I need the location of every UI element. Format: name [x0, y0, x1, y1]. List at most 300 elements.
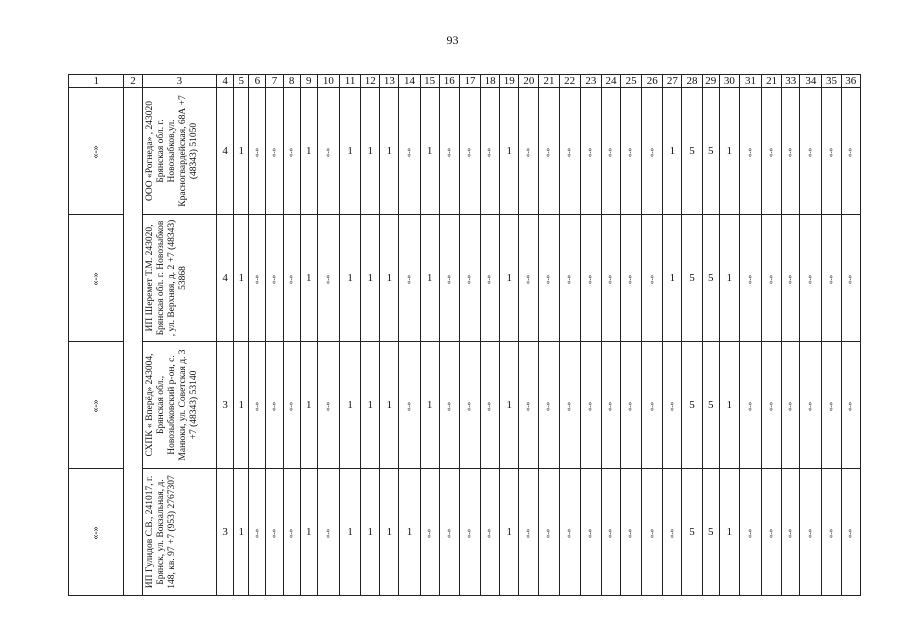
data-cell [663, 342, 682, 469]
column-number-3: 3 [142, 75, 217, 88]
dash-value: «-» [405, 274, 413, 284]
dash-value: «-» [444, 274, 453, 284]
data-cell [266, 342, 283, 469]
dash-value: «-» [667, 401, 676, 411]
data-cell [500, 342, 519, 469]
table-row [69, 342, 861, 469]
numeric-value: 1 [306, 525, 312, 538]
data-cell [539, 469, 559, 596]
data-cell [739, 342, 761, 469]
data-cell [420, 342, 439, 469]
numeric-value: 4 [222, 271, 228, 284]
numeric-value: 1 [426, 144, 433, 157]
data-cell [380, 342, 399, 469]
dash-value: «-» [270, 528, 279, 538]
dash-value: «-» [444, 147, 453, 157]
data-cell [300, 215, 317, 342]
data-cell [399, 342, 420, 469]
data-cell [283, 88, 300, 215]
empty-cell [124, 88, 142, 215]
numeric-value: 1 [238, 398, 245, 411]
dash-value: «-» [323, 274, 332, 284]
dash-value: «-» [786, 147, 795, 157]
column-number-34: 34 [800, 75, 822, 88]
dash-value: «-» [626, 528, 635, 538]
dash-value: «-» [786, 401, 795, 411]
numeric-value: 1 [726, 398, 733, 411]
empty-cell [124, 469, 142, 596]
column-number-18: 18 [481, 75, 500, 88]
column-number-15: 15 [420, 75, 439, 88]
column-number-20: 20 [519, 75, 539, 88]
data-cell [300, 88, 317, 215]
organization-name: ИП Гулидов С.В., 241017, г. Брянск, ул. Вокзальная, д. 148, кв. 97 +7 (953) 2767307 [145, 475, 178, 589]
numeric-value: 1 [238, 144, 245, 157]
dash-value: «-» [425, 528, 434, 538]
row-marker-cell [69, 469, 124, 596]
column-number-11: 11 [339, 75, 360, 88]
data-cell [580, 342, 601, 469]
row-marker: «-» [90, 271, 102, 286]
data-cell [841, 469, 860, 596]
data-cell [663, 88, 682, 215]
data-cell [559, 342, 580, 469]
data-cell [663, 215, 682, 342]
numeric-value: 1 [386, 144, 393, 157]
numeric-value: 1 [386, 525, 393, 538]
data-cell [300, 342, 317, 469]
dash-value: «-» [647, 274, 656, 284]
numeric-value: 5 [689, 398, 695, 411]
numeric-value: 5 [707, 144, 714, 157]
numeric-value: 1 [386, 398, 393, 411]
data-cell [266, 88, 283, 215]
dash-value: «-» [544, 528, 553, 538]
data-cell [682, 342, 702, 469]
data-cell [399, 469, 420, 596]
data-cell [217, 88, 234, 215]
data-cell [439, 469, 459, 596]
numeric-value: 1 [367, 144, 373, 157]
data-cell [663, 469, 682, 596]
data-cell [317, 88, 339, 215]
empty-cell [124, 215, 142, 342]
data-cell [283, 342, 300, 469]
column-number-28: 28 [682, 75, 702, 88]
data-cell [539, 215, 559, 342]
data-cell [361, 469, 380, 596]
numeric-value: 1 [506, 525, 512, 538]
numeric-value: 5 [689, 271, 695, 284]
column-number-16: 16 [439, 75, 459, 88]
numeric-value: 1 [406, 525, 413, 538]
dash-value: «-» [287, 147, 296, 157]
dash-value: «-» [846, 401, 855, 411]
dash-value: «-» [485, 147, 494, 157]
organization-cell [142, 469, 217, 596]
page-number: 93 [446, 33, 459, 47]
numeric-value: 1 [726, 525, 733, 538]
dash-value: «-» [767, 401, 776, 411]
dash-value: «-» [745, 401, 754, 411]
data-cell [420, 88, 439, 215]
data-cell [822, 469, 841, 596]
row-marker: «-» [90, 525, 102, 540]
data-cell [420, 469, 439, 596]
data-cell [339, 88, 360, 215]
numeric-value: 3 [222, 398, 228, 411]
dash-value: «-» [626, 147, 635, 157]
dash-value: «-» [745, 147, 754, 157]
numeric-value: 1 [347, 271, 353, 284]
data-cell [719, 88, 739, 215]
dash-value: «-» [544, 147, 553, 157]
row-marker: «-» [90, 398, 102, 413]
data-cell [500, 469, 519, 596]
column-number-30: 30 [719, 75, 739, 88]
dash-value: «-» [323, 528, 332, 538]
data-cell [800, 88, 822, 215]
column-number-13: 13 [380, 75, 399, 88]
column-number-24: 24 [601, 75, 620, 88]
column-number-27: 27 [663, 75, 682, 88]
data-cell [800, 215, 822, 342]
data-cell [283, 469, 300, 596]
data-cell [519, 342, 539, 469]
dash-value: «-» [827, 147, 836, 157]
data-cell [642, 88, 663, 215]
dash-value: «-» [405, 147, 413, 157]
numeric-value: 5 [707, 271, 714, 284]
column-number-2: 2 [124, 75, 142, 88]
column-number-4: 4 [217, 75, 234, 88]
column-number-8: 8 [283, 75, 300, 88]
column-number-32: 21 [762, 75, 782, 88]
table-header-row [69, 75, 861, 88]
data-cell [682, 469, 702, 596]
data-cell [539, 342, 559, 469]
dash-value: «-» [323, 147, 332, 157]
dash-value: «-» [565, 528, 574, 538]
dash-value: «-» [767, 147, 776, 157]
dash-value: «-» [287, 401, 296, 411]
data-cell [420, 215, 439, 342]
document-table [68, 74, 861, 596]
organization-cell [142, 88, 217, 215]
column-number-7: 7 [266, 75, 283, 88]
data-cell [317, 342, 339, 469]
data-cell [800, 469, 822, 596]
numeric-value: 1 [426, 398, 433, 411]
data-cell [719, 469, 739, 596]
numeric-value: 1 [506, 271, 512, 284]
dash-value: «-» [806, 528, 815, 538]
data-cell [361, 342, 380, 469]
data-cell [217, 215, 234, 342]
column-number-9: 9 [300, 75, 317, 88]
dash-value: «-» [806, 274, 815, 284]
data-cell [580, 88, 601, 215]
data-cell [601, 88, 620, 215]
dash-value: «-» [767, 274, 776, 284]
data-cell [380, 469, 399, 596]
dash-value: «-» [287, 528, 296, 538]
data-cell [519, 469, 539, 596]
data-cell [317, 215, 339, 342]
numeric-value: 1 [306, 144, 312, 157]
row-marker-cell [69, 342, 124, 469]
dash-value: «-» [465, 401, 474, 411]
data-cell [762, 88, 782, 215]
numeric-value: 1 [669, 271, 676, 284]
data-cell [762, 342, 782, 469]
data-cell [682, 88, 702, 215]
data-cell [249, 88, 266, 215]
data-cell [822, 215, 841, 342]
dash-value: «-» [444, 401, 453, 411]
numeric-value: 1 [238, 271, 245, 284]
data-cell [481, 469, 500, 596]
data-cell [481, 88, 500, 215]
column-number-14: 14 [399, 75, 420, 88]
dash-value: «-» [767, 528, 776, 538]
numeric-value: 5 [707, 525, 714, 538]
numeric-value: 1 [669, 144, 676, 157]
data-cell [217, 342, 234, 469]
data-cell [266, 215, 283, 342]
table-row [69, 215, 861, 342]
data-cell [500, 88, 519, 215]
column-number-17: 17 [459, 75, 480, 88]
dash-value: «-» [827, 401, 836, 411]
data-cell [283, 215, 300, 342]
dash-value: «-» [524, 274, 533, 284]
dash-value: «-» [745, 274, 754, 284]
data-cell [217, 469, 234, 596]
dash-value: «-» [606, 274, 615, 284]
column-number-26: 26 [642, 75, 663, 88]
data-cell [822, 342, 841, 469]
dash-value: «-» [586, 274, 595, 284]
numeric-value: 1 [386, 271, 393, 284]
dash-value: «-» [806, 401, 815, 411]
dash-value: «-» [465, 274, 474, 284]
organization-cell [142, 215, 217, 342]
numeric-value: 1 [426, 271, 433, 284]
data-cell [580, 215, 601, 342]
data-cell [481, 215, 500, 342]
data-cell [380, 88, 399, 215]
data-cell [739, 88, 761, 215]
data-cell [249, 469, 266, 596]
data-cell [559, 469, 580, 596]
data-cell [459, 342, 480, 469]
dash-value: «-» [252, 528, 261, 538]
dash-value: «-» [524, 528, 533, 538]
dash-value: «-» [626, 274, 635, 284]
dash-value: «-» [786, 274, 795, 284]
data-cell [399, 215, 420, 342]
data-cell [580, 469, 601, 596]
data-cell [266, 469, 283, 596]
row-marker-cell [69, 215, 124, 342]
column-number-33: 33 [782, 75, 800, 88]
dash-value: «-» [606, 528, 615, 538]
numeric-value: 1 [367, 525, 373, 538]
data-cell [841, 215, 860, 342]
numeric-value: 5 [689, 525, 695, 538]
dash-value: «-» [786, 528, 795, 538]
dash-value: «-» [270, 274, 279, 284]
data-cell [719, 215, 739, 342]
dash-value: «-» [647, 401, 656, 411]
dash-value: «-» [806, 147, 815, 157]
numeric-value: 1 [506, 144, 512, 157]
data-cell [739, 215, 761, 342]
numeric-value: 4 [222, 144, 228, 157]
dash-value: «-» [846, 147, 855, 157]
column-number-22: 22 [559, 75, 580, 88]
data-cell [519, 215, 539, 342]
data-cell [234, 88, 249, 215]
data-cell [719, 342, 739, 469]
dash-value: «-» [565, 401, 574, 411]
data-cell [234, 342, 249, 469]
organization-name: ООО «Рогнеда» , 243020 Брянская обл. г. Новозыбков,ул. Красногвардейская, 68А +7 (48343) 51050 [145, 95, 200, 207]
dash-value: «-» [827, 528, 836, 538]
data-cell [782, 342, 800, 469]
dash-value: «-» [846, 274, 855, 284]
table-row [69, 88, 861, 215]
dash-value: «-» [606, 147, 615, 157]
data-cell [702, 88, 719, 215]
column-number-6: 6 [249, 75, 266, 88]
data-cell [822, 88, 841, 215]
dash-value: «-» [626, 401, 635, 411]
data-cell [500, 215, 519, 342]
dash-value: «-» [270, 401, 279, 411]
table-row [69, 469, 861, 596]
data-cell [702, 342, 719, 469]
data-cell [702, 215, 719, 342]
column-number-1: 1 [69, 75, 124, 88]
numeric-value: 1 [726, 271, 733, 284]
numeric-value: 1 [347, 144, 353, 157]
data-cell [399, 88, 420, 215]
column-number-10: 10 [317, 75, 339, 88]
data-cell [361, 215, 380, 342]
dash-value: «-» [586, 401, 595, 411]
dash-value: «-» [270, 147, 279, 157]
dash-value: «-» [544, 274, 553, 284]
dash-value: «-» [323, 401, 332, 411]
data-cell [782, 88, 800, 215]
column-number-25: 25 [621, 75, 642, 88]
data-cell [782, 215, 800, 342]
data-cell [621, 469, 642, 596]
dash-value: «-» [667, 528, 676, 538]
data-cell [459, 88, 480, 215]
dash-value: «-» [465, 147, 474, 157]
dash-value: «-» [544, 401, 553, 411]
dash-value: «-» [565, 147, 574, 157]
column-number-5: 5 [234, 75, 249, 88]
numeric-value: 1 [726, 144, 733, 157]
data-cell [339, 215, 360, 342]
data-cell [601, 215, 620, 342]
data-cell [559, 215, 580, 342]
data-cell [439, 88, 459, 215]
dash-value: «-» [465, 528, 474, 538]
data-cell [539, 88, 559, 215]
data-cell [249, 342, 266, 469]
dash-value: «-» [846, 528, 855, 538]
numeric-value: 3 [222, 525, 228, 538]
dash-value: «-» [405, 401, 413, 411]
data-cell [642, 215, 663, 342]
numeric-value: 1 [367, 398, 373, 411]
dash-value: «-» [586, 147, 595, 157]
data-cell [762, 215, 782, 342]
data-cell [642, 469, 663, 596]
dash-value: «-» [647, 147, 656, 157]
numeric-value: 1 [306, 271, 312, 284]
column-number-23: 23 [580, 75, 601, 88]
data-cell [519, 88, 539, 215]
dash-value: «-» [252, 274, 261, 284]
data-cell [234, 469, 249, 596]
data-cell [317, 469, 339, 596]
data-cell [739, 469, 761, 596]
organization-cell [142, 342, 217, 469]
data-cell [702, 469, 719, 596]
data-cell [234, 215, 249, 342]
data-cell [621, 342, 642, 469]
data-cell [459, 469, 480, 596]
dash-value: «-» [647, 528, 656, 538]
dash-value: «-» [586, 528, 595, 538]
data-cell [559, 88, 580, 215]
data-cell [782, 469, 800, 596]
numeric-value: 1 [347, 398, 353, 411]
dash-value: «-» [524, 401, 533, 411]
data-cell [841, 342, 860, 469]
dash-value: «-» [485, 528, 494, 538]
numeric-value: 5 [707, 398, 714, 411]
column-number-12: 12 [361, 75, 380, 88]
empty-cell [124, 342, 142, 469]
data-cell [339, 469, 360, 596]
data-cell [841, 88, 860, 215]
data-cell [642, 342, 663, 469]
numeric-value: 1 [367, 271, 373, 284]
dash-value: «-» [485, 401, 494, 411]
data-cell [300, 469, 317, 596]
organization-name: ИП Шеремет Т.М. 243020, Брянская обл. г. Новозыбков , ул. Верхняя, д. 2 +7 (48343) 53868 [145, 219, 189, 337]
column-number-36: 36 [841, 75, 860, 88]
data-cell [439, 342, 459, 469]
data-cell [459, 215, 480, 342]
data-cell [601, 469, 620, 596]
numeric-value: 5 [689, 144, 695, 157]
dash-value: «-» [524, 147, 533, 157]
row-marker: «-» [90, 144, 102, 159]
data-cell [339, 342, 360, 469]
data-cell [249, 215, 266, 342]
numeric-value: 1 [347, 525, 353, 538]
column-number-21: 21 [539, 75, 559, 88]
column-number-31: 31 [739, 75, 761, 88]
